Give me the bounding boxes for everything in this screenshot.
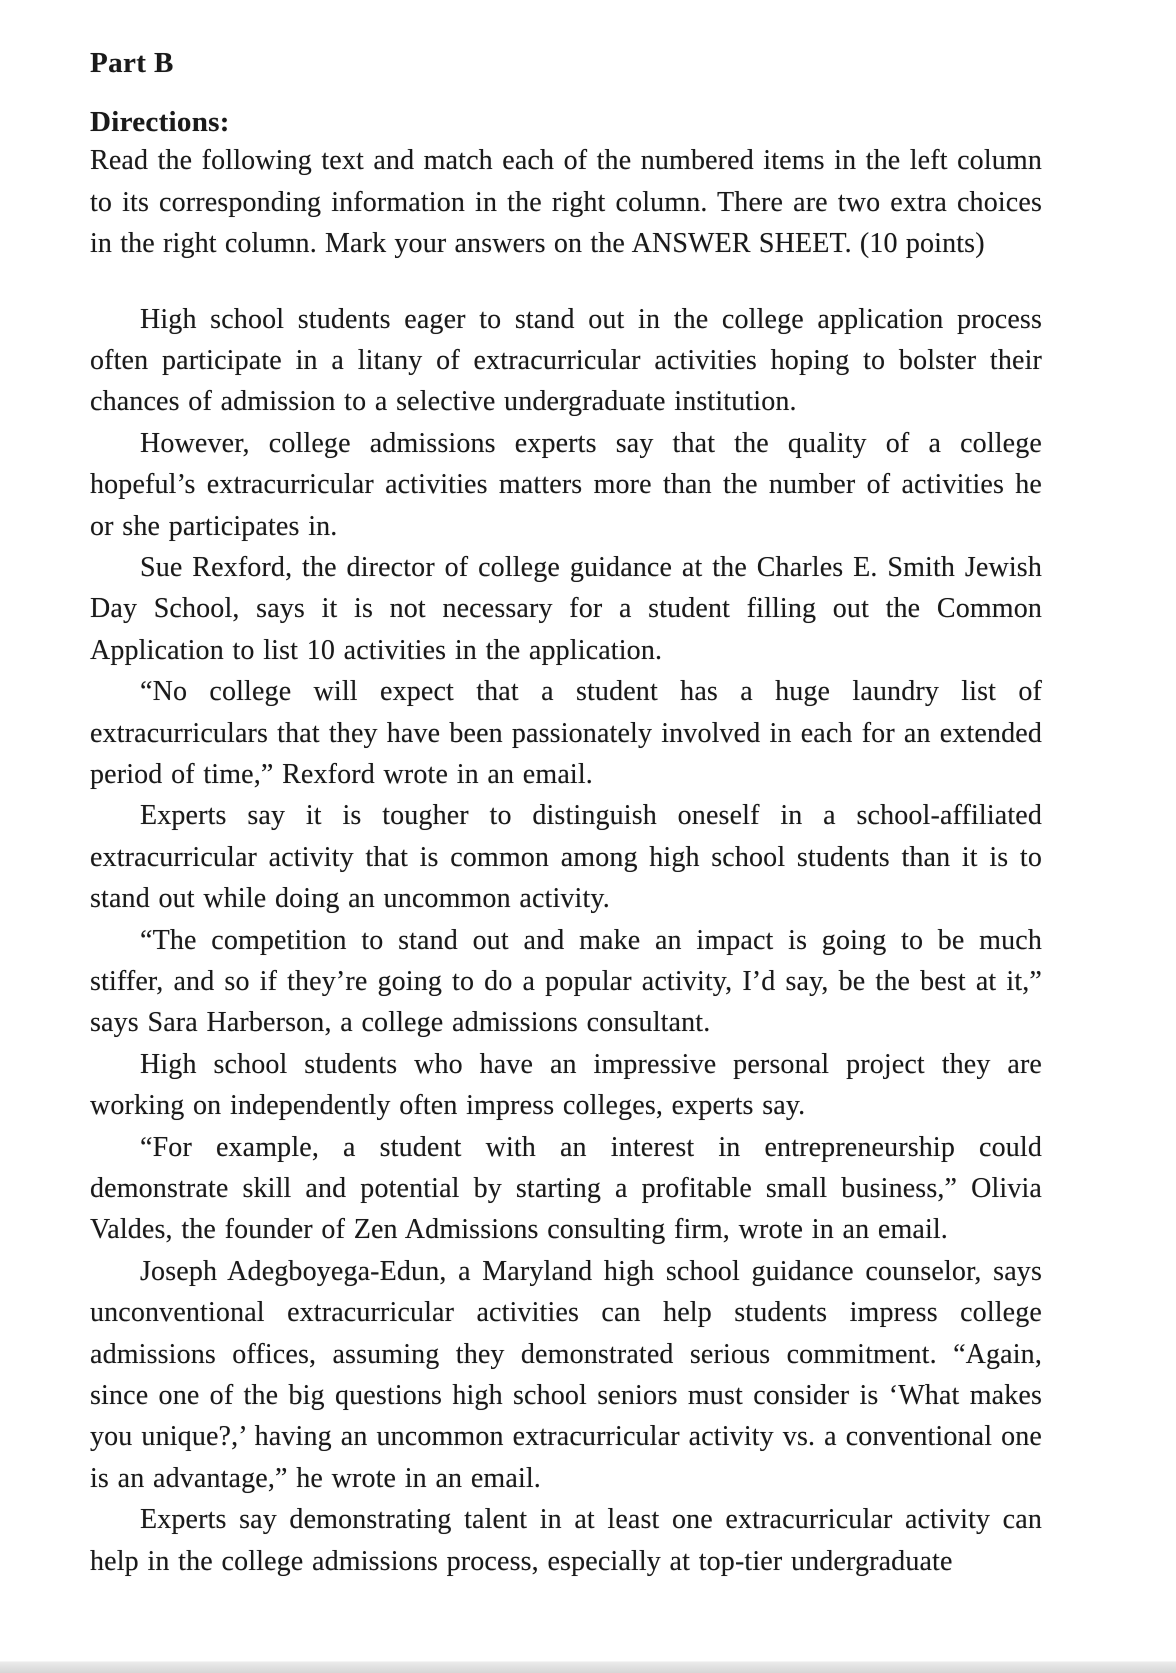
part-heading: Part B: [90, 47, 174, 79]
passage-paragraph: Sue Rexford, the director of college guidance at the Charles E. Smith Jewish Day School, says it is not necessary for a student filling out the Common Application to list 10 activities in the application.: [90, 551, 1042, 666]
passage-paragraph: “No college will expect that a student has a huge laundry list of extracurriculars that they have been passionately involved in each for an extended period of time,” Rexford wrote in an email.: [90, 676, 1042, 790]
passage-paragraph: High school students eager to stand out in the college application process often participate in a litany of extracurricular activities hoping to bolster their chances of admission to a selective undergraduate institution.: [90, 303, 1042, 418]
passage-paragraph: Experts say it is tougher to distinguish oneself in a school-affiliated extracurricular activity that is common among high school students than it is to stand out while doing an uncommon activity.: [90, 800, 1042, 915]
directions-heading: Directions:: [90, 106, 230, 138]
passage-paragraph: “For example, a student with an interest in entrepreneurship could demonstrate skill and potential by starting a profitable small business,” Olivia Valdes, the founder of Zen Admissions consulting firm, wrote in an email.: [90, 1131, 1042, 1246]
directions-text: Read the following text and match each of the numbered items in the left column to its corresponding information in the right column. There are two extra choices in the right column. Mark your answers on the ANSWER SHEET. (10 points): [90, 145, 1042, 259]
passage-paragraph: “The competition to stand out and make an impact is going to be much stiffer, and so if they’re going to do a popular activity, I’d say, be the best at it,” says Sara Harberson, a college admissions consultant.: [90, 924, 1042, 1039]
viewer-bottom-gutter: [0, 1661, 1176, 1673]
passage-paragraph: Experts say demonstrating talent in at least one extracurricular activity can help in the college admissions process, especially at top-tier undergraduate: [90, 1504, 1042, 1577]
passage-paragraph: High school students who have an impressive personal project they are working on independently often impress colleges, experts say.: [90, 1048, 1042, 1122]
passage-paragraph: Joseph Adegboyega-Edun, a Maryland high school guidance counselor, says unconventional extracurricular activities can help students impress college admissions offices, assuming they demonstrated serious commitment. “Again, since one of the big questions high school seniors must consider is ‘What makes you unique?,’ having an uncommon extracurricular activity vs. a conventional one is an advantage,” he wrote in an email.: [90, 1255, 1042, 1494]
passage-paragraph: However, college admissions experts say that the quality of a college hopeful’s extracurricular activities matters more than the number of activities he or she participates in.: [90, 427, 1042, 542]
passage-body: [90, 299, 1042, 1583]
